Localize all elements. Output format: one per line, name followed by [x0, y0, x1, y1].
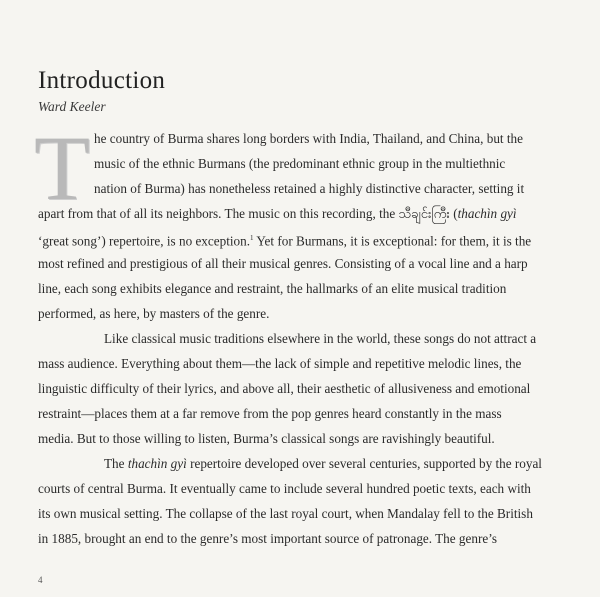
author-byline: Ward Keeler	[38, 99, 106, 114]
text-line: linguistic difficulty of their lyrics, and above all, their aesthetic of allusiveness and emotional	[38, 381, 531, 396]
text-line	[104, 455, 542, 472]
text-line: music of the ethnic Burmans (the predominant ethnic group in the multiethnic	[94, 156, 506, 171]
text-line: line, each song exhibits elegance and restraint, the hallmarks of an elite musical tradition	[38, 281, 507, 296]
text-line: its own musical setting. The collapse of the last royal court, when Mandalay fell to the British	[38, 506, 533, 521]
text-line	[38, 230, 531, 249]
burmese-term: သီချင်းကြီး	[398, 206, 450, 221]
text-line: performed, as here, by masters of the genre.	[38, 306, 270, 321]
text-line: restraint—places them at a far remove from the pop genres heard constantly in the mass	[38, 406, 502, 421]
footnote-marker: 1	[250, 234, 254, 242]
text-line	[38, 205, 517, 222]
text-segment: apart from that of all its neighbors. The music on this recording, the	[38, 206, 399, 221]
text-line: nation of Burma) has nonetheless retained a highly distinctive character, setting it	[94, 181, 525, 196]
text-segment: ‘great song’) repertoire, is no exception.	[38, 233, 251, 249]
drop-cap: T	[34, 117, 91, 219]
page-number: 4	[38, 575, 43, 585]
text-segment: repertoire developed over several centuries, supported by the royal	[186, 456, 542, 471]
italic-term: thachìn gyì	[457, 206, 517, 221]
text-line: most refined and prestigious of all their musical genres. Consisting of a vocal line and a harp	[38, 256, 528, 271]
text-line: mass audience. Everything about them—the lack of simple and repetitive melodic lines, the	[38, 356, 522, 371]
text-segment: The	[104, 456, 128, 471]
text-line: courts of central Burma. It eventually came to include several hundred poetic texts, each with	[38, 481, 531, 496]
text-line: in 1885, brought an end to the genre’s most important source of patronage. The genre’s	[38, 531, 498, 546]
text-line: Like classical music traditions elsewhere in the world, these songs do not attract a	[104, 331, 537, 346]
text-segment: Yet for Burmans, it is exceptional: for them, it is the	[253, 233, 532, 249]
text-segment: (	[449, 206, 458, 221]
text-line: media. But to those willing to listen, Burma’s classical songs are ravishingly beautiful.	[38, 431, 495, 446]
page-title: Introduction	[38, 67, 166, 94]
italic-term: thachìn gyì	[127, 456, 187, 471]
text-line: he country of Burma shares long borders with India, Thailand, and China, but the	[94, 131, 523, 146]
